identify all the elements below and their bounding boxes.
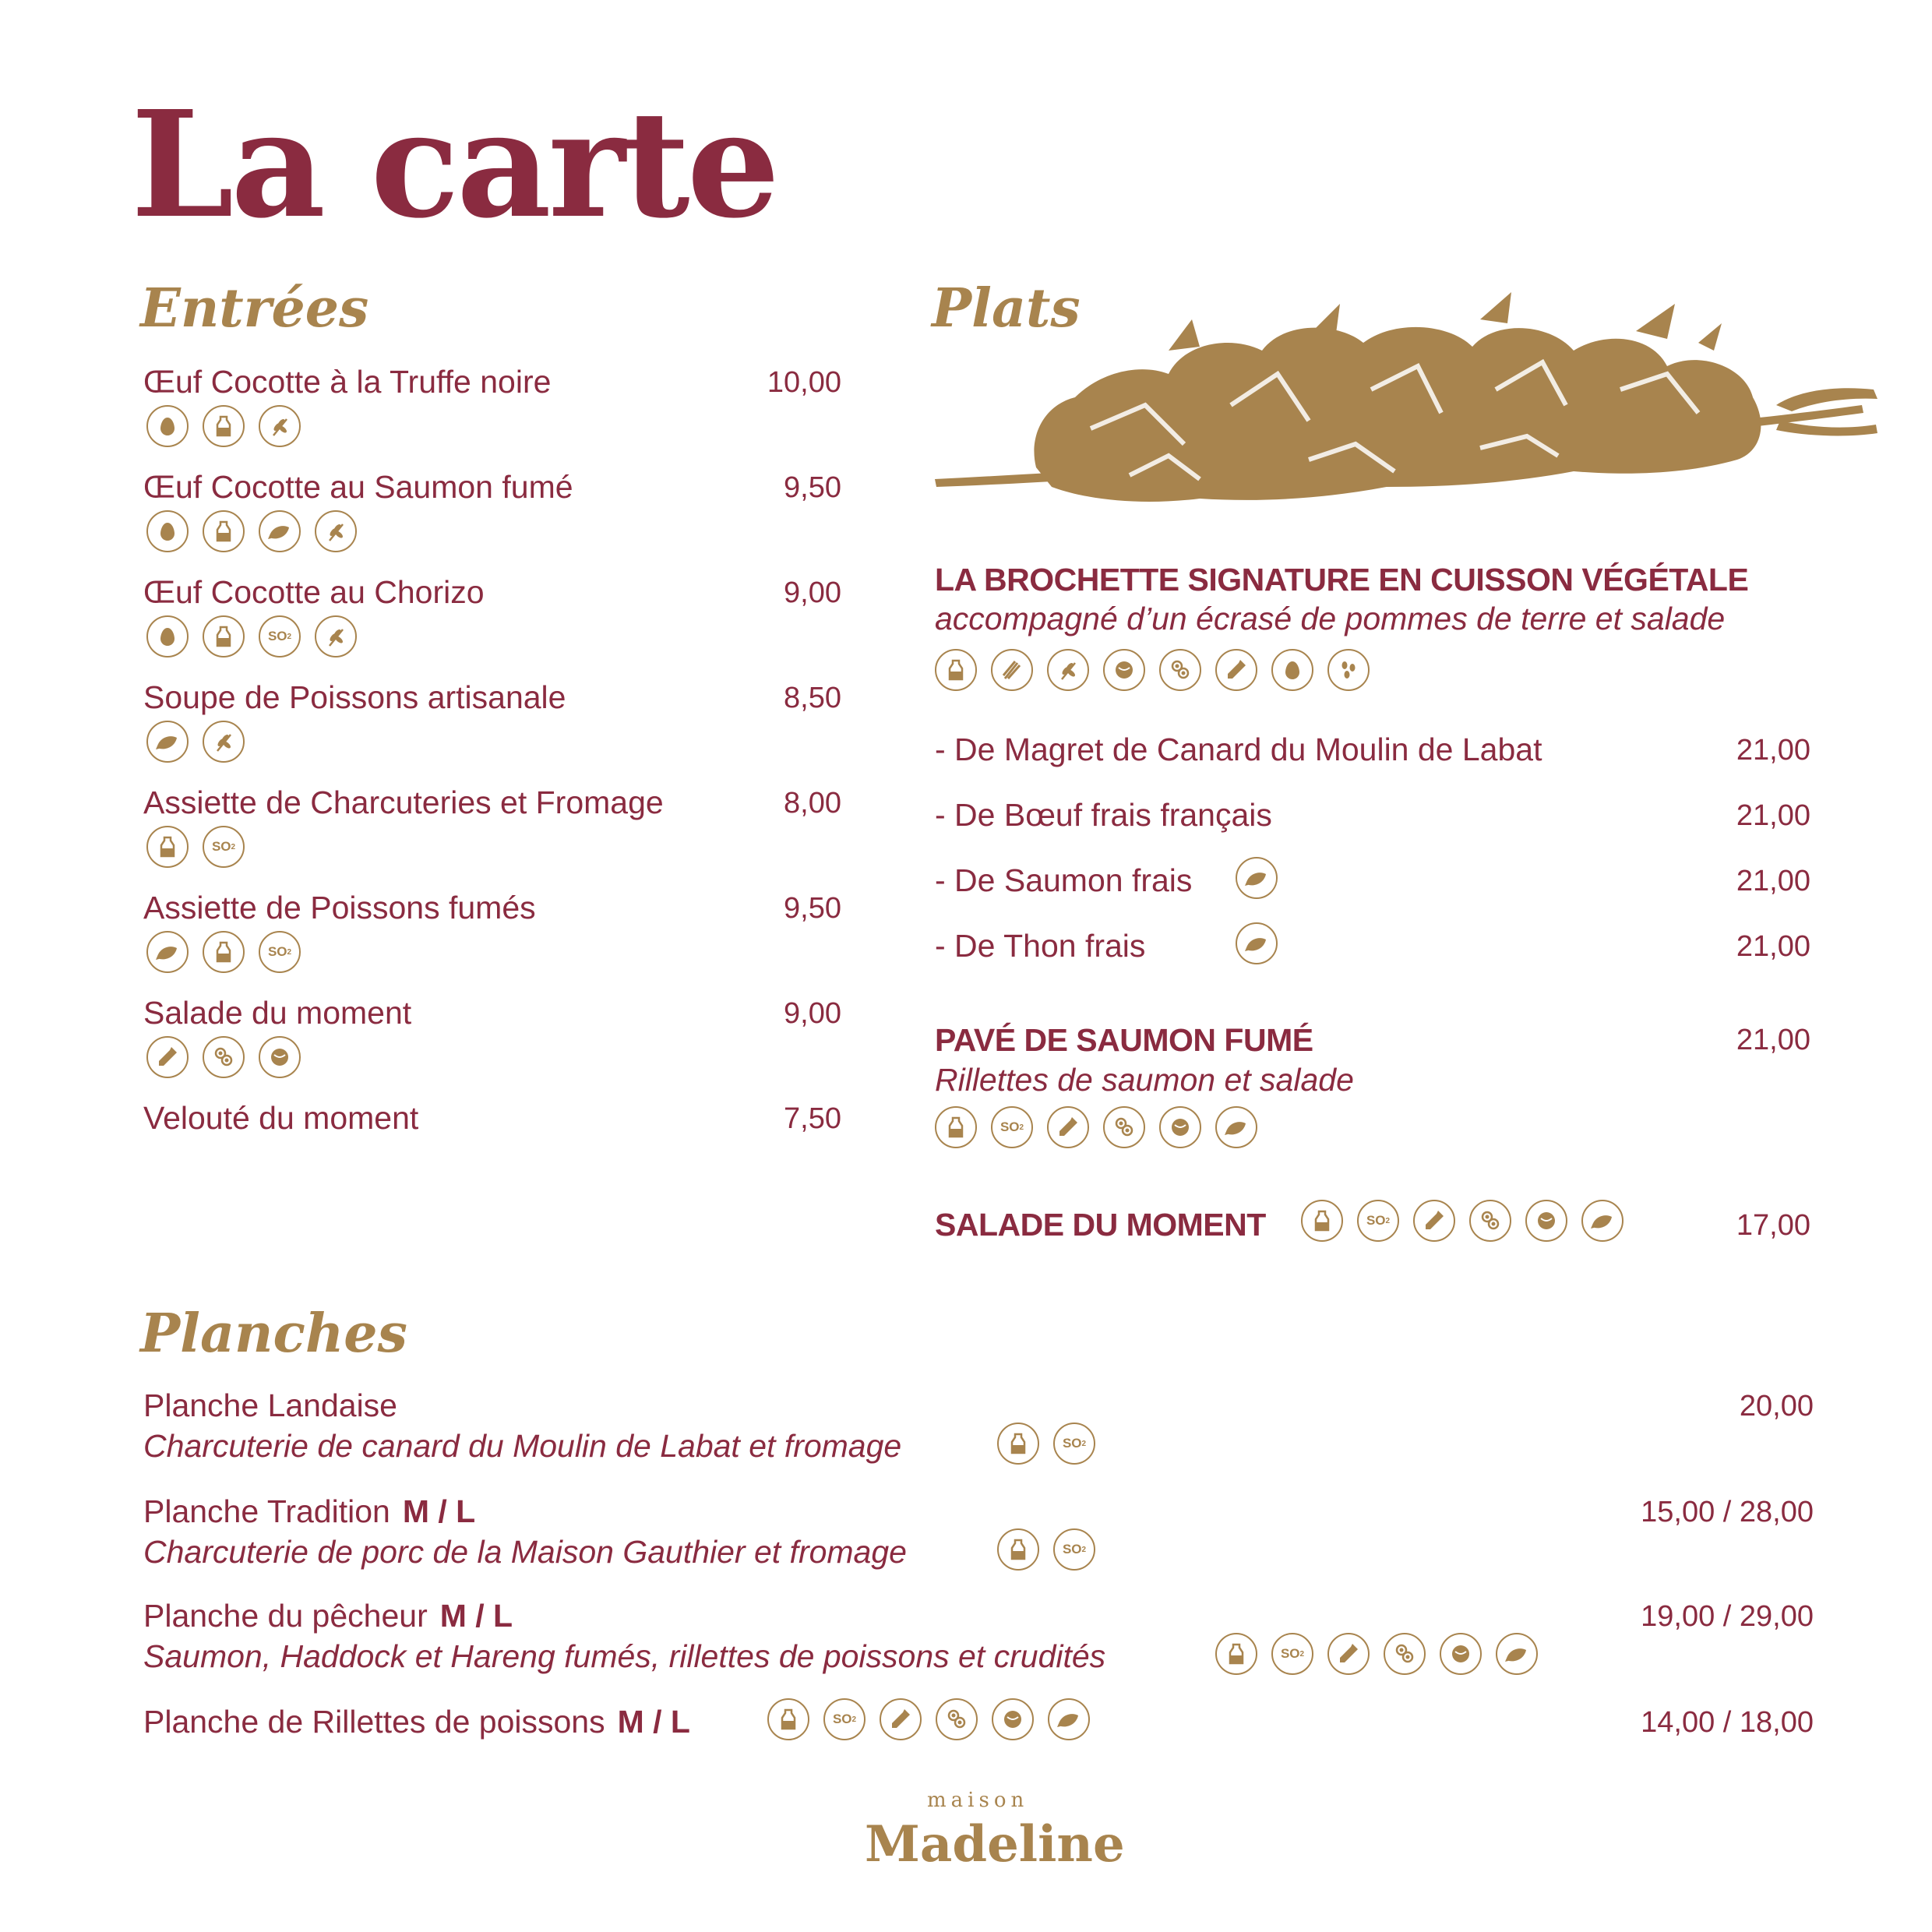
nut-icon [1103, 649, 1145, 691]
entree-name: Assiette de Poissons fumés [143, 890, 536, 925]
page-title: La carte [131, 79, 777, 251]
planche-description: Saumon, Haddock et Hareng fumés, rillettes de poissons et crudités [143, 1638, 1106, 1674]
planche-price: 15,00 / 28,00 [1641, 1496, 1814, 1528]
planche-name: Planche Landaise [143, 1387, 397, 1423]
nut-icon [992, 1698, 1034, 1740]
planche-name-row [143, 1706, 690, 1738]
so2-icon: SO 2 [203, 826, 245, 868]
pave-subtitle: Rillettes de saumon et salade [935, 1062, 1354, 1098]
entree-name: Soupe de Poissons artisanale [143, 679, 566, 715]
milk-icon [997, 1423, 1039, 1465]
brochette-subtitle: accompagné d’un écrasé de pommes de terre et salade [935, 601, 1726, 636]
entree-name: Œuf Cocotte au Saumon fumé [143, 469, 573, 505]
brochette-title: LA BROCHETTE SIGNATURE EN CUISSON VÉGÉTALE [935, 562, 1749, 598]
entree-name: Salade du moment [143, 995, 412, 1031]
entree-name: Œuf Cocotte à la Truffe noire [143, 364, 552, 400]
planche-size: M / L [402, 1493, 476, 1529]
brochette-allergen-icons [935, 649, 1370, 691]
skewer-illustration [935, 288, 1881, 522]
fish-icon [146, 931, 189, 973]
mustard-icon [1327, 1633, 1370, 1675]
pave-allergen-icons [935, 1106, 1257, 1148]
brochette-option-name: - De Thon frais [935, 928, 1146, 964]
wheat-icon [1047, 649, 1089, 691]
entree-allergen-icons [146, 615, 357, 658]
entree-price: 10,00 [767, 366, 841, 399]
peanut-icon [936, 1698, 978, 1740]
wheat-icon [203, 721, 245, 763]
nut-icon [259, 1036, 301, 1078]
brochette-option-price: 21,00 [1736, 930, 1810, 963]
fish-icon [259, 510, 301, 552]
sesame-icon [1327, 649, 1370, 691]
celery-icon [991, 649, 1033, 691]
entree-allergen-icons [146, 510, 357, 552]
entree-price: 9,50 [784, 892, 841, 925]
mustard-icon [1215, 649, 1257, 691]
fish-icon [1048, 1698, 1090, 1740]
entree-price: 7,50 [784, 1102, 841, 1135]
mustard-icon [1047, 1106, 1089, 1148]
entree-name: Œuf Cocotte au Chorizo [143, 574, 485, 610]
peanut-icon [203, 1036, 245, 1078]
planche-allergen-icons [767, 1698, 1090, 1740]
planche-price: 14,00 / 18,00 [1641, 1706, 1814, 1739]
section-entrees-heading: Entrées [140, 277, 369, 340]
entree-price: 9,00 [784, 576, 841, 609]
egg-icon [146, 405, 189, 447]
logo-madeline: Madeline [865, 1815, 1125, 1874]
fish-icon [1496, 1633, 1538, 1675]
entree-price: 9,00 [784, 997, 841, 1030]
planche-name-row [143, 1600, 513, 1632]
peanut-icon [1469, 1200, 1511, 1242]
planche-name: Planche de Rillettes de poissons [143, 1704, 605, 1740]
so2-icon: SO 2 [1053, 1528, 1095, 1571]
section-planches-heading: Planches [140, 1303, 407, 1365]
entree-price: 9,50 [784, 471, 841, 504]
mustard-icon [880, 1698, 922, 1740]
entree-allergen-icons [146, 826, 245, 868]
peanut-icon [1103, 1106, 1145, 1148]
pave-title: PAVÉ DE SAUMON FUMÉ [935, 1022, 1313, 1058]
wheat-icon [315, 615, 357, 658]
brochette-option-name: - De Magret de Canard du Moulin de Labat [935, 732, 1542, 767]
logo-maison: maison [927, 1789, 1029, 1812]
planche-price: 20,00 [1739, 1390, 1814, 1423]
section-plats-heading: Plats [932, 277, 1081, 340]
milk-icon [935, 1106, 977, 1148]
peanut-icon [1384, 1633, 1426, 1675]
milk-icon [767, 1698, 809, 1740]
planche-name: Planche Tradition [143, 1493, 390, 1529]
so2-icon: SO 2 [823, 1698, 866, 1740]
so2-icon: SO 2 [259, 931, 301, 973]
so2-icon: SO 2 [259, 615, 301, 658]
brochette-option-price: 21,00 [1736, 799, 1810, 832]
so2-icon: SO 2 [991, 1106, 1033, 1148]
planche-allergen-icons [997, 1528, 1095, 1571]
so2-icon: SO 2 [1271, 1633, 1313, 1675]
planche-name-row [143, 1493, 476, 1529]
planche-name-row [143, 1387, 397, 1423]
brochette-option-name: - De Bœuf frais français [935, 797, 1272, 833]
so2-icon: SO 2 [1053, 1423, 1095, 1465]
wheat-icon [259, 405, 301, 447]
entree-price: 8,50 [784, 682, 841, 714]
salade-price: 17,00 [1736, 1209, 1810, 1242]
milk-icon [203, 931, 245, 973]
fish-icon [1581, 1200, 1624, 1242]
nut-icon [1440, 1633, 1482, 1675]
milk-icon [203, 405, 245, 447]
mustard-icon [146, 1036, 189, 1078]
egg-icon [146, 615, 189, 658]
entree-name: Velouté du moment [143, 1100, 419, 1136]
entree-allergen-icons [146, 1036, 301, 1078]
brochette-option-price: 21,00 [1736, 865, 1810, 897]
planche-allergen-icons [1215, 1633, 1538, 1675]
nut-icon [1159, 1106, 1201, 1148]
fish-icon [1236, 857, 1278, 899]
wheat-icon [315, 510, 357, 552]
salade-title: SALADE DU MOMENT [935, 1207, 1266, 1243]
entree-name: Assiette de Charcuteries et Fromage [143, 784, 664, 820]
milk-icon [1301, 1200, 1343, 1242]
mustard-icon [1413, 1200, 1455, 1242]
egg-icon [146, 510, 189, 552]
planche-description: Charcuterie de canard du Moulin de Labat et fromage [143, 1428, 902, 1464]
egg-icon [1271, 649, 1313, 691]
planche-name: Planche du pêcheur [143, 1598, 428, 1634]
milk-icon [935, 649, 977, 691]
milk-icon [1215, 1633, 1257, 1675]
brochette-option-name: - De Saumon frais [935, 862, 1193, 898]
entree-price: 8,00 [784, 787, 841, 820]
planche-size: M / L [617, 1704, 690, 1740]
planche-description: Charcuterie de porc de la Maison Gauthier et fromage [143, 1534, 907, 1570]
entree-allergen-icons [146, 721, 245, 763]
planche-allergen-icons [997, 1423, 1095, 1465]
fish-icon [1236, 922, 1278, 964]
fish-icon [146, 721, 189, 763]
so2-icon: SO 2 [1357, 1200, 1399, 1242]
brochette-option-price: 21,00 [1736, 734, 1810, 767]
milk-icon [146, 826, 189, 868]
peanut-icon [1159, 649, 1201, 691]
salade-allergen-icons [1301, 1200, 1624, 1242]
entree-allergen-icons [146, 405, 301, 447]
planche-price: 19,00 / 29,00 [1641, 1600, 1814, 1633]
nut-icon [1525, 1200, 1567, 1242]
fish-icon [1215, 1106, 1257, 1148]
entree-allergen-icons [146, 931, 301, 973]
milk-icon [203, 510, 245, 552]
planche-size: M / L [439, 1598, 513, 1634]
pave-price: 21,00 [1736, 1024, 1810, 1056]
milk-icon [997, 1528, 1039, 1571]
milk-icon [203, 615, 245, 658]
